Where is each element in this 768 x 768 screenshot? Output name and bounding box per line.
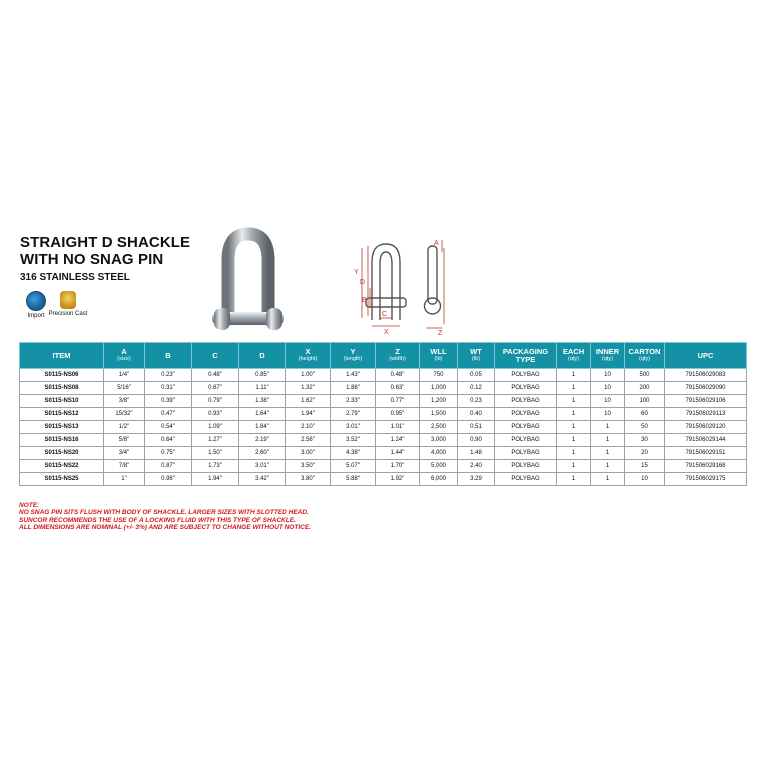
table-cell: 1 <box>557 369 591 382</box>
column-header <box>286 343 331 369</box>
dim-label-x: X <box>384 329 389 336</box>
dim-label-c: C <box>382 311 388 318</box>
dim-label-z: Z <box>438 330 443 337</box>
column-header-label: CARTON <box>628 347 661 356</box>
table-cell: 3.01" <box>239 460 286 473</box>
table-cell: 1" <box>104 473 145 486</box>
table-cell: 1.50" <box>192 447 239 460</box>
globe-icon <box>26 291 46 311</box>
column-header-unit: (qty) <box>602 356 613 362</box>
product-title <box>20 234 190 268</box>
table-row <box>20 369 747 382</box>
table-cell: 10 <box>591 408 625 421</box>
table-cell: POLYBAG <box>495 447 557 460</box>
table-cell: 1.94" <box>286 408 331 421</box>
dim-label-b: B <box>362 297 367 304</box>
table-cell: 0.48" <box>376 369 420 382</box>
table-cell: 791506029106 <box>665 395 747 408</box>
table-row <box>20 421 747 434</box>
table-cell: 1 <box>591 421 625 434</box>
table-cell: 791506029120 <box>665 421 747 434</box>
column-header <box>145 343 192 369</box>
column-header-unit: (size) <box>117 356 131 362</box>
table-cell: 1 <box>591 447 625 460</box>
column-header-label: Y <box>350 347 356 356</box>
shackle-photo <box>206 226 290 338</box>
table-cell: 4.38" <box>331 447 376 460</box>
table-cell: POLYBAG <box>495 382 557 395</box>
table-cell: 1.11" <box>239 382 286 395</box>
table-cell: 3/8" <box>104 395 145 408</box>
table-cell: 0.85" <box>239 369 286 382</box>
table-cell: 791506029144 <box>665 434 747 447</box>
dim-label-d: D <box>360 279 366 286</box>
column-header-label: WT <box>470 347 482 356</box>
table-cell: 2.56" <box>286 434 331 447</box>
title-line-2: WITH NO SNAG PIN <box>20 251 164 268</box>
note-line-1: NO SNAG PIN SITS FLUSH WITH BODY OF SHACKLE. LARGER SIZES WITH SLOTTED HEAD. <box>19 509 309 517</box>
table-cell: 1.94" <box>192 473 239 486</box>
table-cell: 0.63" <box>376 382 420 395</box>
column-header-label: D <box>259 350 265 360</box>
table-cell: 0.48" <box>192 369 239 382</box>
table-header-row <box>20 343 747 369</box>
title-line-1: STRAIGHT D SHACKLE <box>20 234 191 251</box>
table-cell: 5,000 <box>420 460 458 473</box>
item-number-cell: S0115-NS20 <box>20 447 104 460</box>
table-cell: 1 <box>557 382 591 395</box>
table-cell: 1 <box>557 447 591 460</box>
column-header-label: A <box>121 347 127 356</box>
table-cell: 1.38" <box>239 395 286 408</box>
note-line-2: SUNCOR RECOMMENDS THE USE OF A LOCKING FLUID WITH THIS TYPE OF SHACKLE. <box>19 516 296 524</box>
table-cell: 1 <box>557 421 591 434</box>
column-header-label: ITEM <box>52 350 71 360</box>
table-cell: 0.64" <box>145 434 192 447</box>
table-cell: 1.09" <box>192 421 239 434</box>
table-cell: 3,000 <box>420 434 458 447</box>
table-cell: 0.47" <box>145 408 192 421</box>
item-number-cell: S0115-NS22 <box>20 460 104 473</box>
table-cell: 15/32" <box>104 408 145 421</box>
column-header <box>591 343 625 369</box>
table-row <box>20 473 747 486</box>
table-cell: 15 <box>625 460 665 473</box>
column-header <box>239 343 286 369</box>
column-header <box>192 343 239 369</box>
table-cell: POLYBAG <box>495 369 557 382</box>
table-cell: 791506029090 <box>665 382 747 395</box>
table-cell: 3.42" <box>239 473 286 486</box>
column-header <box>20 343 104 369</box>
table-cell: 3.01" <box>331 421 376 434</box>
table-cell: 0.90 <box>458 434 495 447</box>
table-cell: 1.32" <box>286 382 331 395</box>
table-row <box>20 395 747 408</box>
table-cell: 1.48 <box>458 447 495 460</box>
table-cell: 1.92" <box>376 473 420 486</box>
table-cell: 2.79" <box>331 408 376 421</box>
precision-cast-badge <box>48 291 88 317</box>
column-header-label: Z <box>395 347 400 356</box>
table-cell: 0.87" <box>145 460 192 473</box>
table-cell: 0.93" <box>192 408 239 421</box>
table-cell: 1 <box>557 434 591 447</box>
table-cell: 5.88" <box>331 473 376 486</box>
table-cell: POLYBAG <box>495 408 557 421</box>
table-cell: 5/8" <box>104 434 145 447</box>
table-cell: POLYBAG <box>495 473 557 486</box>
table-cell: 1.64" <box>239 408 286 421</box>
table-cell: 50 <box>625 421 665 434</box>
column-header <box>376 343 420 369</box>
table-cell: 1 <box>591 434 625 447</box>
table-cell: 3.52" <box>331 434 376 447</box>
table-cell: 1.62" <box>286 395 331 408</box>
table-cell: 1.01" <box>376 421 420 434</box>
note-heading: NOTE: <box>19 502 40 509</box>
table-cell: 1.88" <box>331 382 376 395</box>
table-cell: POLYBAG <box>495 434 557 447</box>
table-cell: 2.33" <box>331 395 376 408</box>
table-cell: 0.98" <box>145 473 192 486</box>
table-cell: 10 <box>625 473 665 486</box>
column-header <box>331 343 376 369</box>
column-header-label: PACKAGING TYPE <box>502 346 549 364</box>
table-cell: 0.40 <box>458 408 495 421</box>
column-header-unit: (length) <box>343 356 363 362</box>
table-cell: 60 <box>625 408 665 421</box>
table-cell: 0.77" <box>376 395 420 408</box>
table-cell: 1,500 <box>420 408 458 421</box>
table-cell: 10 <box>591 395 625 408</box>
table-row <box>20 460 747 473</box>
column-header-label: C <box>212 350 218 360</box>
table-cell: 7/8" <box>104 460 145 473</box>
table-cell: 1 <box>557 395 591 408</box>
table-cell: 0.67" <box>192 382 239 395</box>
table-row <box>20 382 747 395</box>
table-cell: 791506029151 <box>665 447 747 460</box>
table-cell: 0.12 <box>458 382 495 395</box>
notes-block <box>19 502 311 532</box>
column-header <box>458 343 495 369</box>
table-cell: 0.31" <box>145 382 192 395</box>
column-header <box>495 343 557 369</box>
table-cell: 1.73" <box>192 460 239 473</box>
table-cell: 1.84" <box>239 421 286 434</box>
item-number-cell: S0115-NS12 <box>20 408 104 421</box>
table-cell: 0.75" <box>145 447 192 460</box>
table-cell: 2,500 <box>420 421 458 434</box>
table-cell: 4,000 <box>420 447 458 460</box>
table-cell: 1.00" <box>286 369 331 382</box>
table-cell: 0.23 <box>458 395 495 408</box>
column-header <box>104 343 145 369</box>
column-header-unit: (lb) <box>434 356 443 362</box>
table-cell: 0.23" <box>145 369 192 382</box>
column-header-unit: (qty) <box>639 356 650 362</box>
table-cell: 200 <box>625 382 665 395</box>
table-cell: 791506029175 <box>665 473 747 486</box>
dim-label-y: Y <box>354 269 359 276</box>
table-row <box>20 447 747 460</box>
column-header-unit: (height) <box>298 356 318 362</box>
item-number-cell: S0115-NS25 <box>20 473 104 486</box>
table-cell: 1.43" <box>331 369 376 382</box>
column-header-unit: (width) <box>389 356 406 362</box>
table-cell: 20 <box>625 447 665 460</box>
item-number-cell: S0115-NS16 <box>20 434 104 447</box>
table-cell: 5.07" <box>331 460 376 473</box>
table-cell: 1,200 <box>420 395 458 408</box>
table-cell: 3.50" <box>286 460 331 473</box>
table-cell: 3.80" <box>286 473 331 486</box>
table-cell: 3.00" <box>286 447 331 460</box>
column-header-label: INNER <box>595 347 620 356</box>
table-row <box>20 408 747 421</box>
table-cell: 5/16" <box>104 382 145 395</box>
material-label: 316 STAINLESS STEEL <box>20 272 130 283</box>
column-header-label: WLL <box>430 347 447 356</box>
column-header <box>665 343 747 369</box>
table-cell: 1/4" <box>104 369 145 382</box>
table-cell: 0.05 <box>458 369 495 382</box>
item-number-cell: S0115-NS13 <box>20 421 104 434</box>
column-header <box>420 343 458 369</box>
table-cell: 3/4" <box>104 447 145 460</box>
column-header <box>625 343 665 369</box>
spec-table <box>19 342 747 486</box>
item-number-cell: S0115-NS08 <box>20 382 104 395</box>
table-cell: 1 <box>591 460 625 473</box>
table-cell: 1.27" <box>192 434 239 447</box>
column-header-unit: (qty) <box>568 356 579 362</box>
note-line-3: ALL DIMENSIONS ARE NOMINAL (+/- 3%) AND ARE SUBJECT TO CHANGE WITHOUT NOTICE. <box>19 524 311 532</box>
item-number-cell: S0115-NS06 <box>20 369 104 382</box>
table-cell: POLYBAG <box>495 460 557 473</box>
table-cell: 0.51 <box>458 421 495 434</box>
table-cell: 30 <box>625 434 665 447</box>
table-cell: 2.19" <box>239 434 286 447</box>
precision-cast-icon <box>60 291 76 309</box>
table-cell: 750 <box>420 369 458 382</box>
dimension-diagram <box>342 238 460 338</box>
table-body <box>20 369 747 486</box>
table-cell: 10 <box>591 369 625 382</box>
precision-cast-label: Precision Cast <box>48 311 88 317</box>
table-cell: 500 <box>625 369 665 382</box>
column-header-label: UPC <box>697 350 714 360</box>
column-header <box>557 343 591 369</box>
import-badge-label: Import <box>27 313 45 319</box>
table-cell: 791506029083 <box>665 369 747 382</box>
table-cell: 1 <box>591 473 625 486</box>
column-header-label: B <box>165 350 171 360</box>
column-header-unit: (lb) <box>472 356 480 362</box>
table-cell: 6,000 <box>420 473 458 486</box>
table-cell: 100 <box>625 395 665 408</box>
table-cell: 791506029113 <box>665 408 747 421</box>
table-cell: POLYBAG <box>495 421 557 434</box>
item-number-cell: S0115-NS10 <box>20 395 104 408</box>
table-cell: 1/2" <box>104 421 145 434</box>
table-cell: 0.95" <box>376 408 420 421</box>
table-cell: 2.40 <box>458 460 495 473</box>
table-cell: 0.39" <box>145 395 192 408</box>
table-cell: 1 <box>557 473 591 486</box>
table-cell: 791506029168 <box>665 460 747 473</box>
column-header-label: X <box>305 347 311 356</box>
table-cell: 1.24" <box>376 434 420 447</box>
table-cell: 0.79" <box>192 395 239 408</box>
table-cell: 10 <box>591 382 625 395</box>
column-header-label: EACH <box>562 347 585 356</box>
table-row <box>20 434 747 447</box>
table-cell: POLYBAG <box>495 395 557 408</box>
table-cell: 1.70" <box>376 460 420 473</box>
table-cell: 1 <box>557 460 591 473</box>
table-cell: 1.44" <box>376 447 420 460</box>
table-cell: 1 <box>557 408 591 421</box>
table-cell: 2.60" <box>239 447 286 460</box>
table-cell: 2.10" <box>286 421 331 434</box>
table-cell: 0.54" <box>145 421 192 434</box>
table-cell: 1,000 <box>420 382 458 395</box>
table-cell: 3.29 <box>458 473 495 486</box>
dim-label-a: A <box>434 240 439 247</box>
